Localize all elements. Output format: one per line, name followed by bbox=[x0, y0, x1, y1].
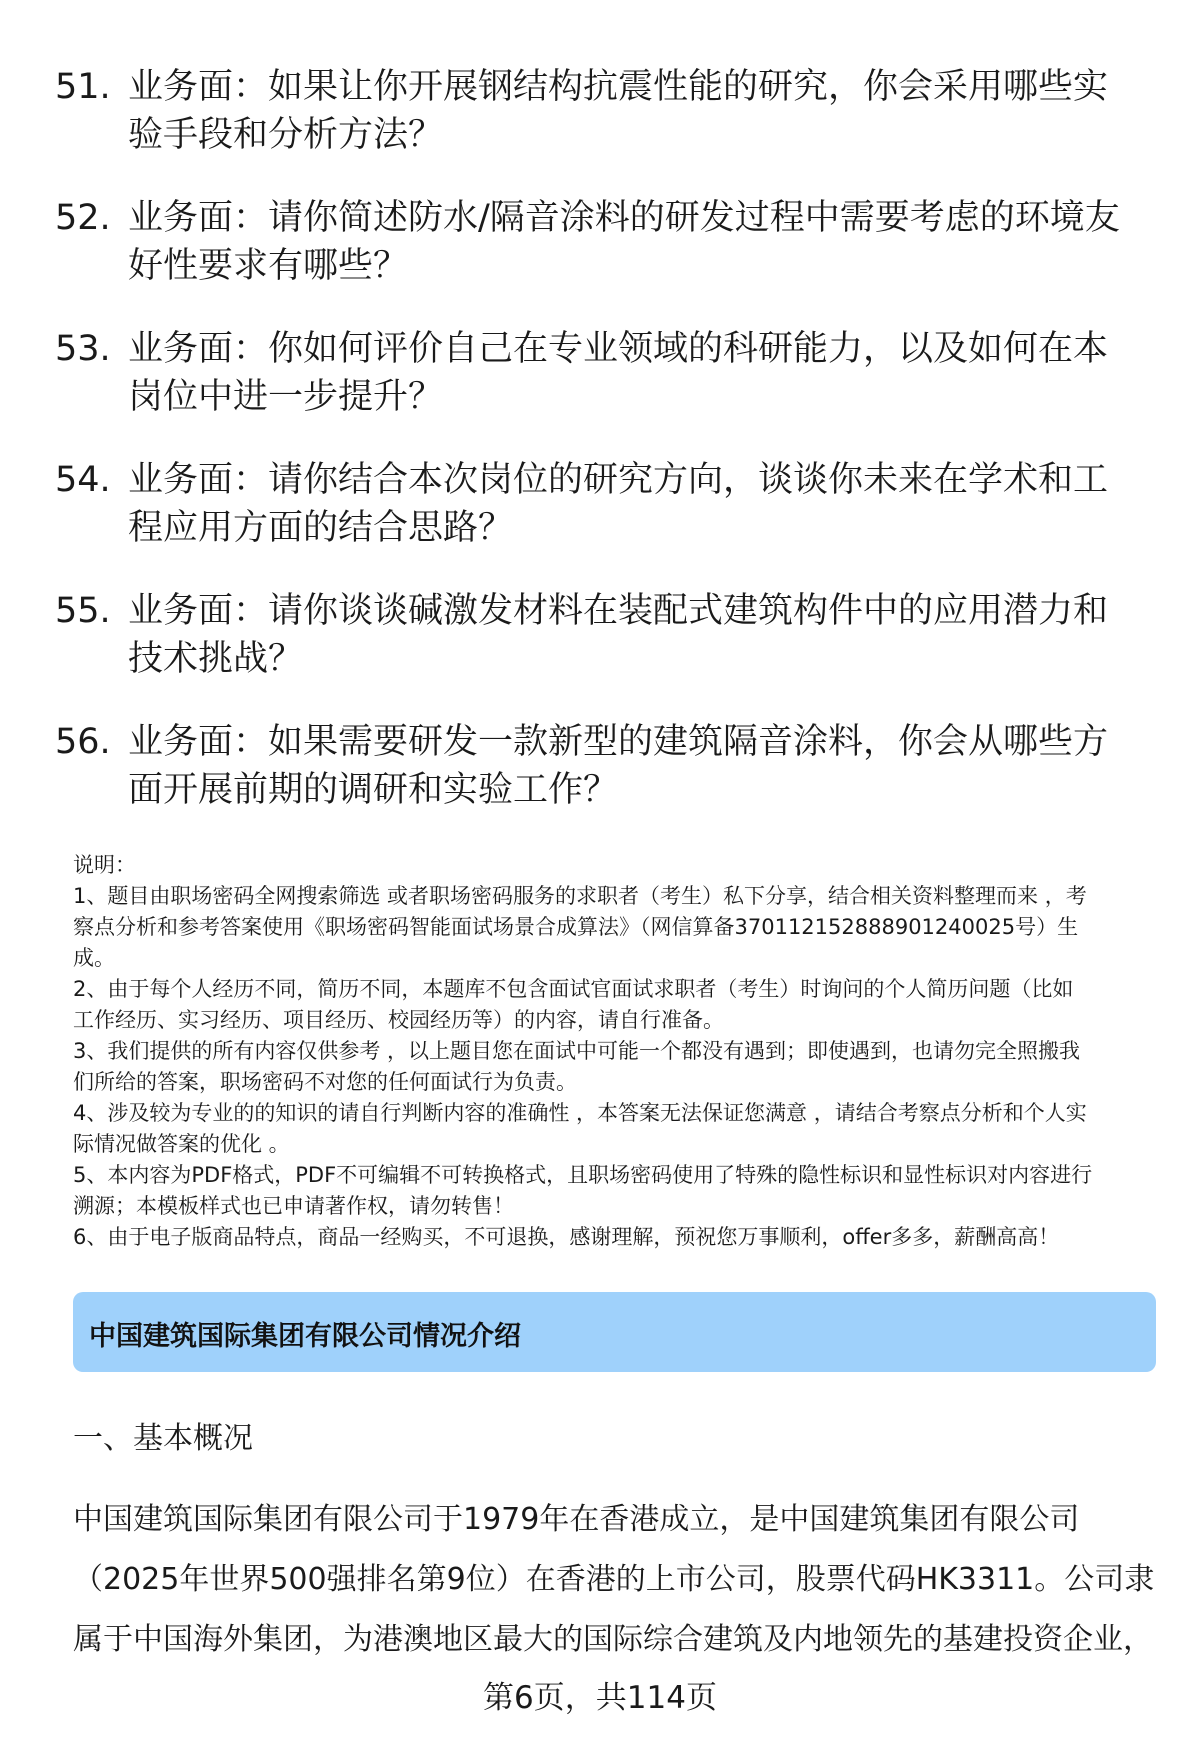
paragraph-line: 中国建筑国际集团有限公司于1979年在香港成立，是中国建筑集团有限公司 bbox=[73, 1502, 1080, 1537]
notes-heading: 说明： bbox=[73, 853, 136, 877]
note-line: 3、我们提供的所有内容仅供参考 ，以上题目您在面试中可能一个都没有遇到；即使遇到，也请勿完全照搬我 bbox=[73, 1039, 1081, 1063]
question-item bbox=[55, 718, 1165, 814]
question-text-line: 业务面：如果让你开展钢结构抗震性能的研究，你会采用哪些实 bbox=[128, 67, 1109, 107]
note-line: 们所给的答案，职场密码不对您的任何面试行为负责。 bbox=[73, 1070, 577, 1094]
question-text-line: 岗位中进一步提升？ bbox=[128, 377, 444, 417]
question-item bbox=[55, 587, 1165, 683]
question-text-line: 业务面：请你谈谈碱激发材料在装配式建筑构件中的应用潜力和 bbox=[128, 591, 1109, 631]
note-line: 2、由于每个人经历不同，简历不同，本题库不包含面试官面试求职者（考生）时询问的个人简历问题（比如 bbox=[73, 977, 1074, 1001]
note-line: 溯源；本模板样式也已申请著作权，请勿转售！ bbox=[73, 1194, 514, 1218]
question-text-line: 验手段和分析方法？ bbox=[128, 115, 444, 155]
question-item bbox=[55, 325, 1165, 421]
question-number: 56. bbox=[55, 722, 111, 762]
question-item bbox=[55, 63, 1165, 159]
intro-paragraph bbox=[73, 1490, 1154, 1670]
question-text-line: 程应用方面的结合思路？ bbox=[128, 508, 514, 548]
note-line: 际情况做答案的优化 。 bbox=[73, 1132, 290, 1156]
note-line: 工作经历、实习经历、项目经历、校园经历等）的内容，请自行准备。 bbox=[73, 1008, 724, 1032]
question-text-line: 业务面：请你简述防水/隔音涂料的研发过程中需要考虑的环境友 bbox=[128, 198, 1120, 238]
question-text-line: 面开展前期的调研和实验工作？ bbox=[128, 770, 619, 810]
note-line: 察点分析和参考答案使用《职场密码智能面试场景合成算法》（网信算备370112152888901240025号）生 bbox=[73, 915, 1079, 939]
note-line: 6、由于电子版商品特点，商品一经购买，不可退换，感谢理解，预祝您万事顺利，offer多多，薪酬高高！ bbox=[73, 1225, 1060, 1249]
question-text-line: 业务面：如果需要研发一款新型的建筑隔音涂料，你会从哪些方 bbox=[128, 722, 1109, 762]
paragraph-line: 属于中国海外集团，为港澳地区最大的国际综合建筑及内地领先的基建投资企业， bbox=[73, 1622, 1153, 1657]
banner-title: 中国建筑国际集团有限公司情况介绍 bbox=[89, 1321, 521, 1352]
question-number: 54. bbox=[55, 460, 111, 500]
question-text-line: 业务面：你如何评价自己在专业领域的科研能力，以及如何在本 bbox=[128, 329, 1109, 369]
question-text-line: 好性要求有哪些？ bbox=[128, 246, 409, 286]
notes-section bbox=[73, 850, 1163, 1253]
question-number: 53. bbox=[55, 329, 111, 369]
question-text-line: 业务面：请你结合本次岗位的研究方向，谈谈你未来在学术和工 bbox=[128, 460, 1109, 500]
question-number: 52. bbox=[55, 198, 111, 238]
note-line: 成。 bbox=[73, 946, 115, 970]
note-line: 5、本内容为PDF格式，PDF不可编辑不可转换格式，且职场密码使用了特殊的隐性标识和显性标识对内容进行 bbox=[73, 1163, 1093, 1187]
page-footer: 第6页，共114页 bbox=[483, 1680, 717, 1716]
note-line: 4、涉及较为专业的的知识的请自行判断内容的准确性 ，本答案无法保证您满意 ，请结合考察点分析和个人实 bbox=[73, 1101, 1087, 1125]
company-intro-banner bbox=[73, 1292, 1156, 1372]
question-item bbox=[55, 456, 1165, 552]
question-number: 51. bbox=[55, 67, 111, 107]
paragraph-line: （2025年世界500强排名第9位）在香港的上市公司，股票代码HK3311。公司隶 bbox=[73, 1562, 1155, 1597]
question-item bbox=[55, 194, 1165, 290]
question-number: 55. bbox=[55, 591, 111, 631]
section-title: 一、基本概况 bbox=[73, 1421, 253, 1456]
question-text-line: 技术挑战？ bbox=[128, 639, 304, 679]
note-line: 1、题目由职场密码全网搜索筛选 或者职场密码服务的求职者（考生）私下分享，结合相关资料整理而来 ，考 bbox=[73, 884, 1087, 908]
